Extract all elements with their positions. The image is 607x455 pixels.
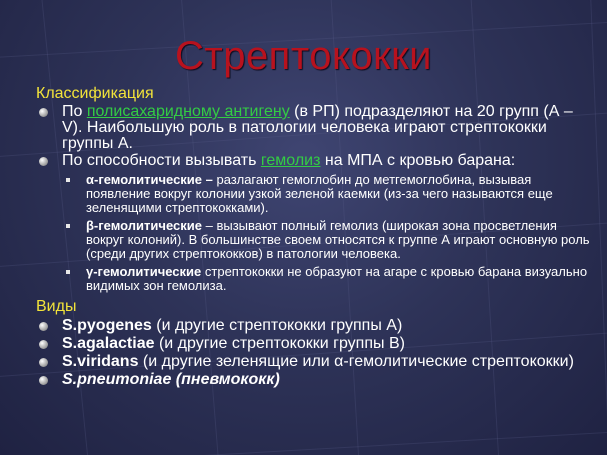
square-bullet-icon [66,178,70,182]
slide-content [36,84,596,390]
classification-heading: Классификация [36,85,154,102]
sphere-bullet-icon [39,376,48,385]
classification-item-antigen: По полисахаридному антигену (в РП) подразделяют на 20 групп (А – V). Наибольшую роль в патологии человека играют стрептококки группы А. [36,104,596,152]
sphere-bullet-icon [39,340,48,349]
sphere-bullet-icon [39,157,48,166]
species-item-pneumoniae: S.pneumoniae (пневмококк) [36,372,596,388]
sphere-bullet-icon [39,358,48,367]
slide-title: Стрептококки [174,34,432,78]
species-item-agalactiae: S.agalactiae (и другие стрептококки группы В) [36,336,596,352]
classification-item-hemolysis: По способности вызывать гемолиз на МПА с кровью барана: [36,153,596,169]
antigen-link[interactable]: полисахаридному антигену [86,103,290,120]
sphere-bullet-icon [39,108,48,117]
subitem-alpha: α-гемолитические – разлагают гемоглобин до метгемоглобина, вызывая появление вокруг колонии узкой зеленой каемки (из-за чего называются еще зеленящими стрептококками). [36,173,596,215]
hemolysis-link[interactable]: гемолиз [260,152,321,169]
species-item-pyogenes: S.pyogenes (и другие стрептококки группы А) [36,318,596,334]
subitem-gamma: γ-гемолитические стрептококки не образуют на агаре с кровью барана визуально видимых зон гемолиза. [36,265,596,293]
species-item-viridans: S.viridans (и другие зеленящие или α-гемолитические стрептококки) [36,354,596,370]
square-bullet-icon [66,270,70,274]
species-section [36,297,596,388]
species-heading: Виды [36,298,77,315]
square-bullet-icon [66,224,70,228]
subitem-beta: β-гемолитические – вызывают полный гемолиз (широкая зона просветления вокруг колоний). В большинстве своем относятся к группе А играют основную роль (среди других стрептококков) в патологии человека. [36,219,596,261]
sphere-bullet-icon [39,322,48,331]
